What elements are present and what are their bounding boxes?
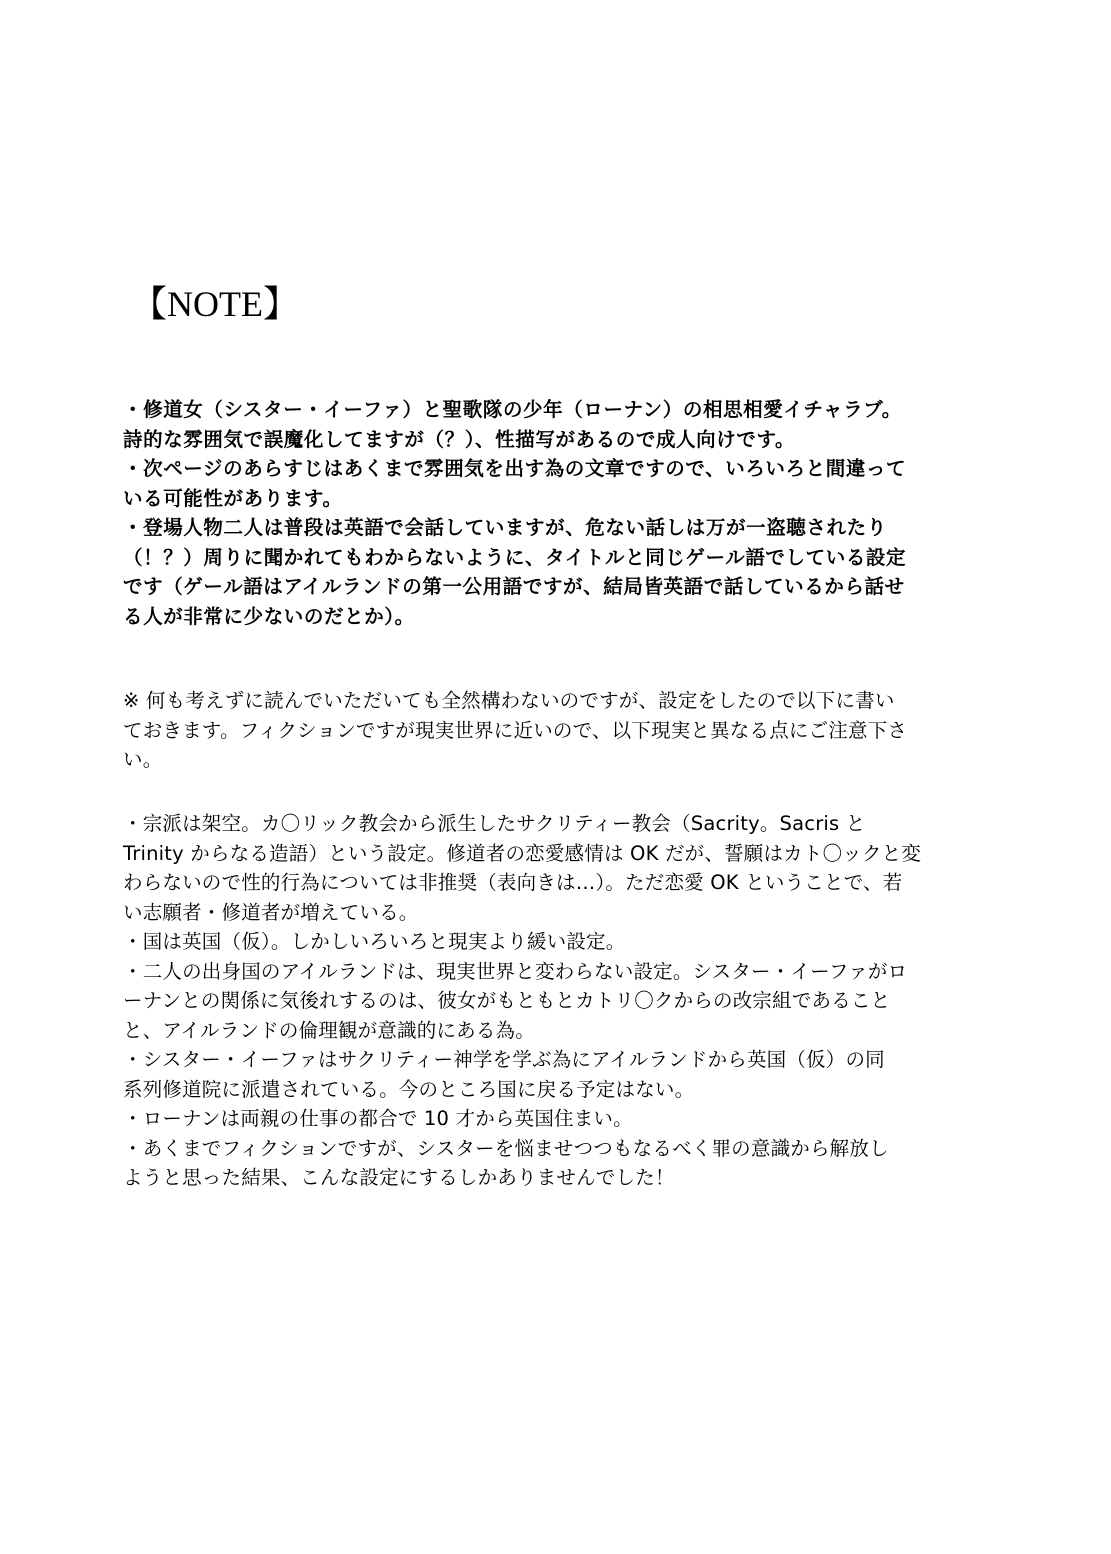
- text-line: る人が非常に少ないのだとか）。: [123, 604, 415, 628]
- text-line: い。: [123, 748, 163, 771]
- text-line: 詩的な雰囲気で誤魔化してますが（？）、性描写があるので成人向けです。: [123, 427, 796, 451]
- text-line: ・修道女（シスター・イーファ）と聖歌隊の少年（ローナン）の相思相愛イチャラブ。: [123, 398, 902, 421]
- text-line: ・シスター・イーファはサクリティー神学を学ぶ為にアイルランドから英国（仮）の同: [123, 1048, 885, 1071]
- text-line: いる可能性があります。: [123, 486, 343, 510]
- text-line: と、アイルランドの倫理観が意識的にある為。: [123, 1018, 535, 1042]
- text-line: ・登場人物二人は普段は英語で会話していますが、危ない話しは万が一盗聴されたり: [123, 516, 887, 539]
- text-line: ※ 何も考えずに読んでいただいても全然構わないのですが、設定をしたので以下に書い: [123, 689, 895, 712]
- text-line: ーナンとの関係に気後れするのは、彼女がもともとカトリ〇クからの改宗組であること: [123, 989, 891, 1012]
- text-line: ようと思った結果、こんな設定にするしかありませんでした！: [123, 1166, 675, 1189]
- page-title: 【NOTE】: [131, 284, 299, 324]
- text-line: Trinity からなる造語）という設定。修道者の恋愛感情は OK だが、誓願はカト〇ックと変: [123, 841, 922, 865]
- text-line: （！？）周りに聞かれてもわからないように、タイトルと同じゲール語でしている設定: [123, 545, 907, 569]
- text-line: ておきます。フィクションですが現実世界に近いので、以下現実と異なる点にご注意下さ: [123, 718, 908, 742]
- text-line: わらないので性的行為については非推奨（表向きは…）。ただ恋愛 OK ということで、若: [123, 871, 903, 894]
- text-line: です（ゲール語はアイルランドの第一公用語ですが、結局皆英語で話しているから話せ: [123, 575, 905, 598]
- setting-list: [123, 809, 995, 1193]
- text-line: 系列修道院に派遣されている。今のところ国に戻る予定はない。: [123, 1077, 695, 1101]
- setting-preface: [123, 686, 995, 775]
- text-line: ・国は英国（仮）。しかしいろいろと現実より緩い設定。: [123, 930, 626, 953]
- text-line: い志願者・修道者が増えている。: [123, 900, 419, 924]
- text-line: ・次ページのあらすじはあくまで雰囲気を出す為の文章ですので、いろいろと間違って: [123, 457, 907, 480]
- text-line: ・宗派は架空。カ〇リック教会から派生したサクリティー教会（Sacrity。Sacris と: [123, 812, 866, 835]
- text-line: ・あくまでフィクションですが、シスターを悩ませつつもなるべく罪の意識から解放し: [123, 1136, 889, 1160]
- intro-notes: [123, 395, 995, 631]
- text-line: ・二人の出身国のアイルランドは、現実世界と変わらない設定。シスター・イーファがロ: [123, 959, 908, 983]
- text-line: ・ローナンは両親の仕事の都合で 10 才から英国住まい。: [123, 1107, 633, 1130]
